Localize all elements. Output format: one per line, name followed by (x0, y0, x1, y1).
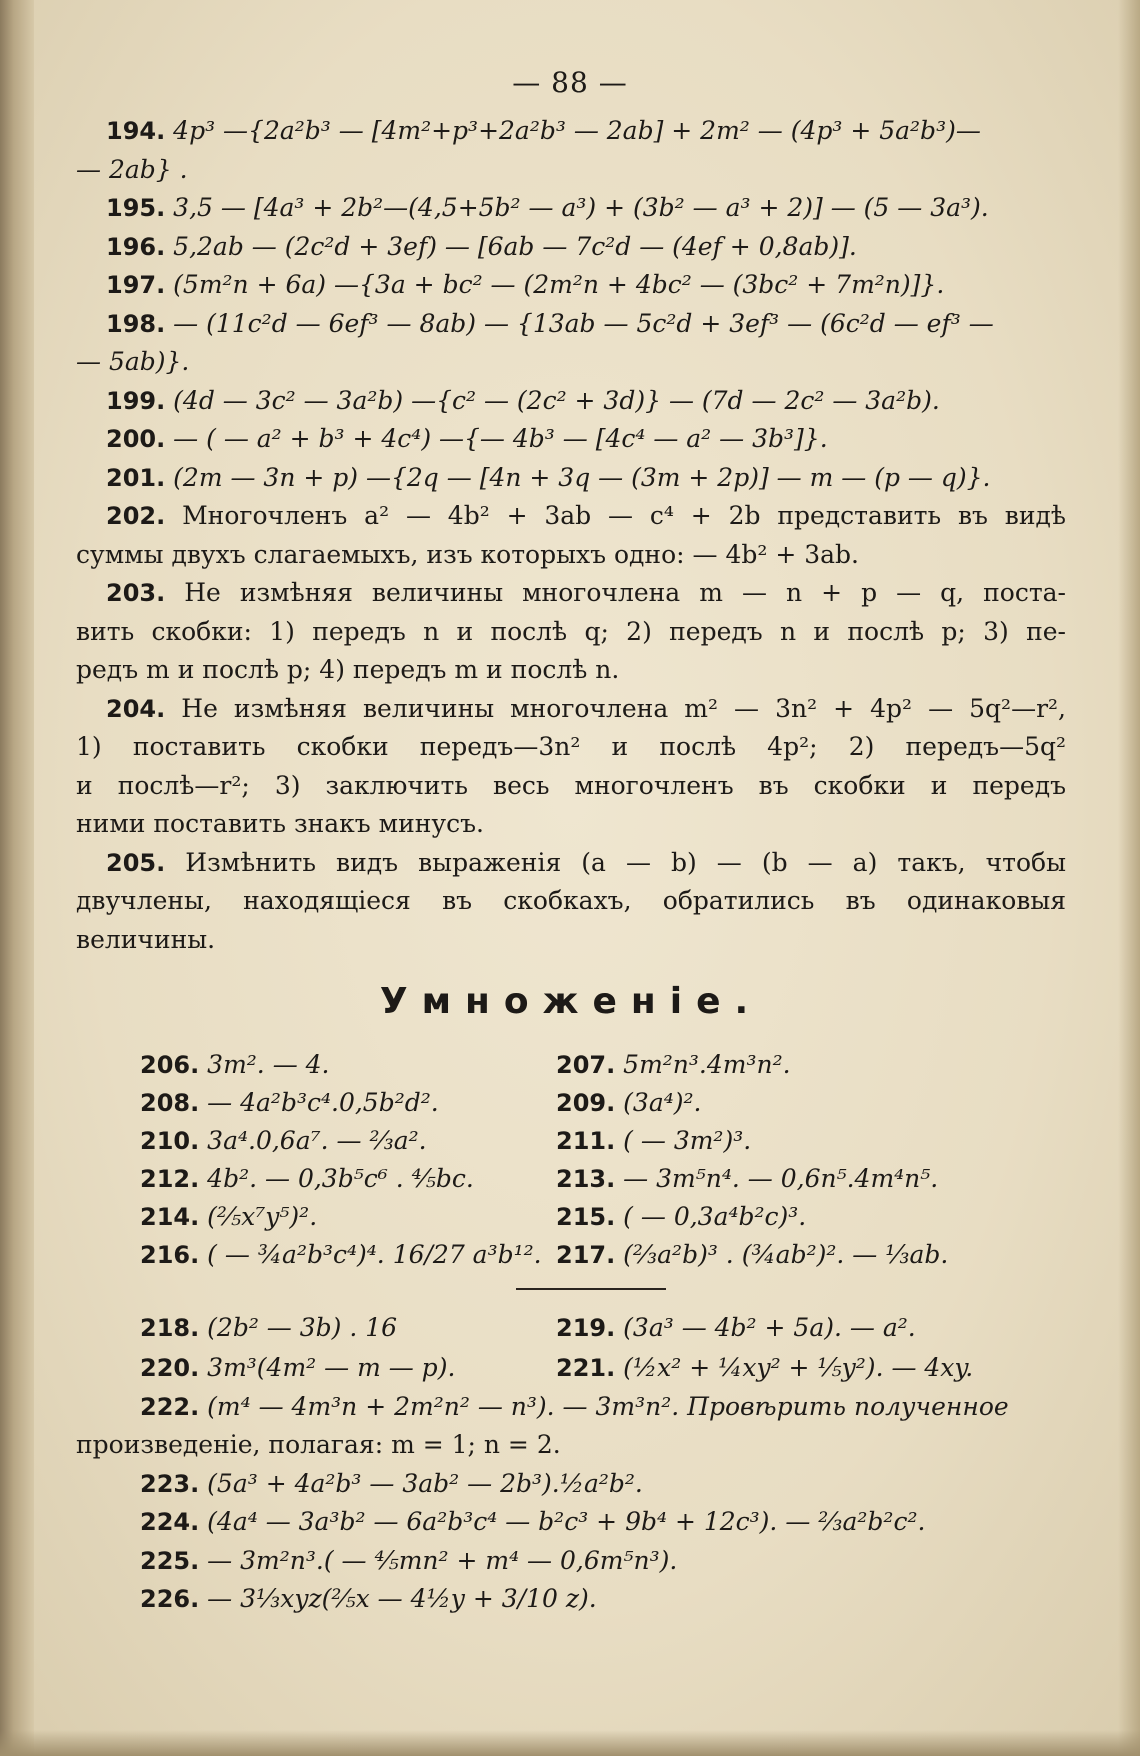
exercise-cell (556, 1348, 1056, 1388)
exercise-expression: 5,2ab — (2c²d + 3ef) — [6ab — 7c²d — (4ef + 0,8ab)]. (173, 231, 857, 261)
paragraph-text: 1) поставить скобки передъ—3n² и послѣ 4p²; 2) передъ—5q² (76, 732, 1066, 761)
exercise-expression: (2b² — 3b) . 16 (207, 1312, 398, 1342)
exercise-number: 220. (140, 1353, 200, 1382)
exercise-number: 217. (556, 1240, 616, 1269)
page-right-edge (1118, 0, 1140, 1756)
paragraph-line (76, 728, 1066, 767)
exercise-number: 212. (140, 1164, 200, 1193)
exercise-number: 222. (140, 1392, 200, 1421)
exercise-cell (556, 1198, 1056, 1236)
exercise-number: 218. (140, 1313, 200, 1342)
exercise-expression: 3a⁴.0,6a⁷. — ⅔a². (207, 1125, 427, 1155)
exercise-number: 207. (556, 1050, 616, 1079)
paragraph-text: Не измѣняя величины многочлена m² — 3n² + 4p² — 5q²—r², (181, 693, 1066, 723)
exercises-206-217 (76, 1046, 1066, 1274)
exercise-number: 195. (106, 194, 166, 222)
exercise-expression: (5a³ + 4a²b³ — 3ab² — 2b³).½a²b². (207, 1468, 643, 1498)
page-content (76, 112, 1066, 1619)
paragraph-text: Измѣнить видъ выраженія (a — b) — (b — a) такъ, чтобы (185, 847, 1066, 877)
exercise-expression: (⅖x⁷y⁵)². (207, 1201, 318, 1231)
exercise-line (76, 1388, 1066, 1427)
exercise-line (76, 228, 1066, 267)
exercise-number: 219. (556, 1313, 616, 1342)
section-divider (516, 1288, 666, 1290)
exercises-202-205 (76, 497, 1066, 959)
exercise-cell (76, 1160, 556, 1198)
exercise-number: 211. (556, 1126, 616, 1155)
exercise-line (76, 1580, 1066, 1619)
exercise-number: 213. (556, 1164, 616, 1193)
exercise-number: 200. (106, 425, 166, 453)
paragraph-text: Многочленъ a² — 4b² + 3ab — c⁴ + 2b представить въ видѣ (182, 501, 1066, 530)
exercise-expression: ( — 0,3a⁴b²c)³. (623, 1201, 807, 1231)
paragraph-text: двучлены, находящіеся въ скобкахъ, обратились въ одинаковыя (76, 886, 1066, 915)
paragraph-text: суммы двухъ слагаемыхъ, изъ которыхъ одно: — 4b² + 3ab. (76, 539, 859, 569)
exercise-cell (556, 1122, 1056, 1160)
exercise-cell (556, 1160, 1056, 1198)
exercise-cell (76, 1122, 556, 1160)
paragraph-line (76, 844, 1066, 883)
exercise-number: 201. (106, 463, 166, 492)
exercise-line (76, 1503, 1066, 1542)
exercise-number: 210. (140, 1126, 200, 1155)
exercise-expression: (4d — 3c² — 3a²b) —{c² — (2c² + 3d)} — (7d — 2c² — 3a²b). (173, 385, 940, 415)
page-binding-edge (0, 0, 34, 1756)
exercise-cell (556, 1236, 1056, 1274)
exercise-cell (76, 1236, 556, 1274)
exercise-number: 199. (106, 386, 166, 415)
exercise-line (76, 1542, 1066, 1581)
exercise-cell (556, 1084, 1056, 1122)
exercise-number: 208. (140, 1088, 200, 1117)
exercise-expression: ( — 3m²)³. (623, 1125, 752, 1155)
exercise-number: 225. (140, 1546, 200, 1575)
exercises-218-221 (76, 1308, 1066, 1388)
exercise-expression: — 2ab} . (76, 154, 188, 184)
exercise-expression: произведеніе, полагая: m = 1; n = 2. (76, 1430, 561, 1459)
paragraph-text: Не измѣняя величины многочлена m — n + p — q, поста- (184, 578, 1066, 607)
paragraph-line (76, 690, 1066, 729)
paragraph-line (76, 882, 1066, 921)
exercise-line (76, 1426, 1066, 1465)
paragraph-text: ними поставить знакъ минусъ. (76, 809, 484, 838)
paragraph-line (76, 574, 1066, 613)
exercise-expression: — 3⅓xyz(⅖x — 4½y + 3/10 z). (207, 1584, 597, 1613)
exercise-number: 206. (140, 1050, 200, 1079)
exercise-number: 221. (556, 1353, 616, 1382)
exercise-expression: (½x² + ¼xy² + ⅕y²). — 4xy. (623, 1352, 974, 1382)
exercise-expression: 3,5 — [4a³ + 2b²—(4,5+5b² — a³) + (3b² — a³ + 2)] — (5 — 3a³). (173, 193, 989, 222)
paragraph-line (76, 921, 1066, 960)
paragraph-line (76, 805, 1066, 844)
paragraph-line (76, 536, 1066, 575)
exercise-cell (76, 1046, 556, 1084)
page-bottom-edge (0, 1730, 1140, 1756)
exercise-number: 196. (106, 232, 166, 261)
paragraph-line (76, 497, 1066, 536)
exercise-number: 226. (140, 1585, 200, 1613)
exercise-number: 205. (106, 848, 166, 877)
exercise-expression: (3a³ — 4b² + 5a). — a². (623, 1312, 916, 1342)
exercise-expression: (⅔a²b)³ . (¾ab²)². — ⅓ab. (623, 1239, 949, 1269)
exercise-expression: (m⁴ — 4m³n + 2m²n² — n³). — 3m³n². Провѣрить полученное (207, 1391, 1009, 1421)
exercise-number: 214. (140, 1202, 200, 1231)
exercise-line (76, 382, 1066, 421)
exercise-number: 197. (106, 271, 166, 299)
exercises-194-201 (76, 112, 1066, 497)
exercise-number: 224. (140, 1508, 200, 1536)
exercise-expression: — (11c²d — 6ef³ — 8ab) — {13ab — 5c²d + 3ef³ — (6c²d — ef³ — (173, 308, 994, 338)
paragraph-text: редъ m и послѣ p; 4) передъ m и послѣ n. (76, 655, 620, 684)
exercise-expression: — 3m²n³.( — ⅘mn² + m⁴ — 0,6m⁵n³). (207, 1545, 678, 1575)
exercise-line (76, 112, 1066, 151)
exercise-expression: 5m²n³.4m³n². (623, 1049, 791, 1079)
exercise-line (76, 420, 1066, 459)
exercise-cell (76, 1084, 556, 1122)
exercise-expression: 3m³(4m² — m — p). (207, 1352, 456, 1382)
paragraph-text: и послѣ—r²; 3) заключить весь многочленъ въ скобки и передъ (76, 770, 1066, 800)
exercise-number: 194. (106, 117, 166, 145)
exercise-expression: (4a⁴ — 3a³b² — 6a²b³c⁴ — b²c³ + 9b⁴ + 12c³). — ⅔a²b²c². (207, 1507, 926, 1536)
paragraph-line (76, 767, 1066, 806)
exercise-line (76, 151, 1066, 190)
exercise-line (76, 266, 1066, 305)
exercise-expression: 3m². — 4. (207, 1049, 330, 1079)
paragraph-line (76, 613, 1066, 652)
exercise-expression: ( — ¾a²b³c⁴)⁴. 16/27 a³b¹². (207, 1239, 542, 1269)
exercise-cell (76, 1198, 556, 1236)
exercise-cell (76, 1348, 556, 1388)
exercise-expression: 4p³ —{2a²b³ — [4m²+p³+2a²b³ — 2ab] + 2m² — (4p³ + 5a²b³)— (173, 116, 981, 145)
exercise-cell (556, 1046, 1056, 1084)
exercise-number: 202. (106, 502, 166, 530)
exercise-line (76, 189, 1066, 228)
page-number: — 88 — (512, 66, 628, 99)
exercise-line (76, 459, 1066, 498)
exercise-line (76, 1465, 1066, 1504)
exercise-expression: (2m — 3n + p) —{2q — [4n + 3q — (3m + 2p)] — m — (p — q)}. (173, 462, 991, 492)
exercises-222-226 (76, 1388, 1066, 1619)
paragraph-text: величины. (76, 924, 216, 954)
exercise-number: 216. (140, 1240, 200, 1269)
exercise-number: 204. (106, 694, 166, 723)
exercise-number: 215. (556, 1202, 616, 1231)
exercise-line (76, 305, 1066, 344)
paragraph-text: вить скобки: 1) передъ n и послѣ q; 2) передъ n и послѣ p; 3) пе- (76, 616, 1066, 646)
exercise-number: 198. (106, 309, 166, 338)
exercise-line (76, 343, 1066, 382)
exercise-expression: — 3m⁵n⁴. — 0,6n⁵.4m⁴n⁵. (623, 1163, 939, 1193)
exercise-cell (556, 1308, 1056, 1348)
exercise-number: 209. (556, 1088, 616, 1117)
exercise-cell (76, 1308, 556, 1348)
exercise-expression: (5m²n + 6a) —{3a + bc² — (2m²n + 4bc² — (3bc² + 7m²n)]}. (173, 270, 945, 299)
paragraph-line (76, 651, 1066, 690)
exercise-expression: 4b². — 0,3b⁵c⁶ . ⅘bc. (207, 1163, 474, 1193)
exercise-number: 203. (106, 579, 166, 607)
exercise-expression: (3a⁴)². (623, 1087, 702, 1117)
exercise-expression: — 4a²b³c⁴.0,5b²d². (207, 1087, 439, 1117)
exercise-number: 223. (140, 1469, 200, 1498)
exercise-expression: — 5ab)}. (76, 347, 190, 376)
exercise-expression: — ( — a² + b³ + 4c⁴) —{— 4b³ — [4c⁴ — a² — 3b³]}. (173, 424, 828, 453)
section-heading: Умноженіе. (379, 981, 763, 1022)
